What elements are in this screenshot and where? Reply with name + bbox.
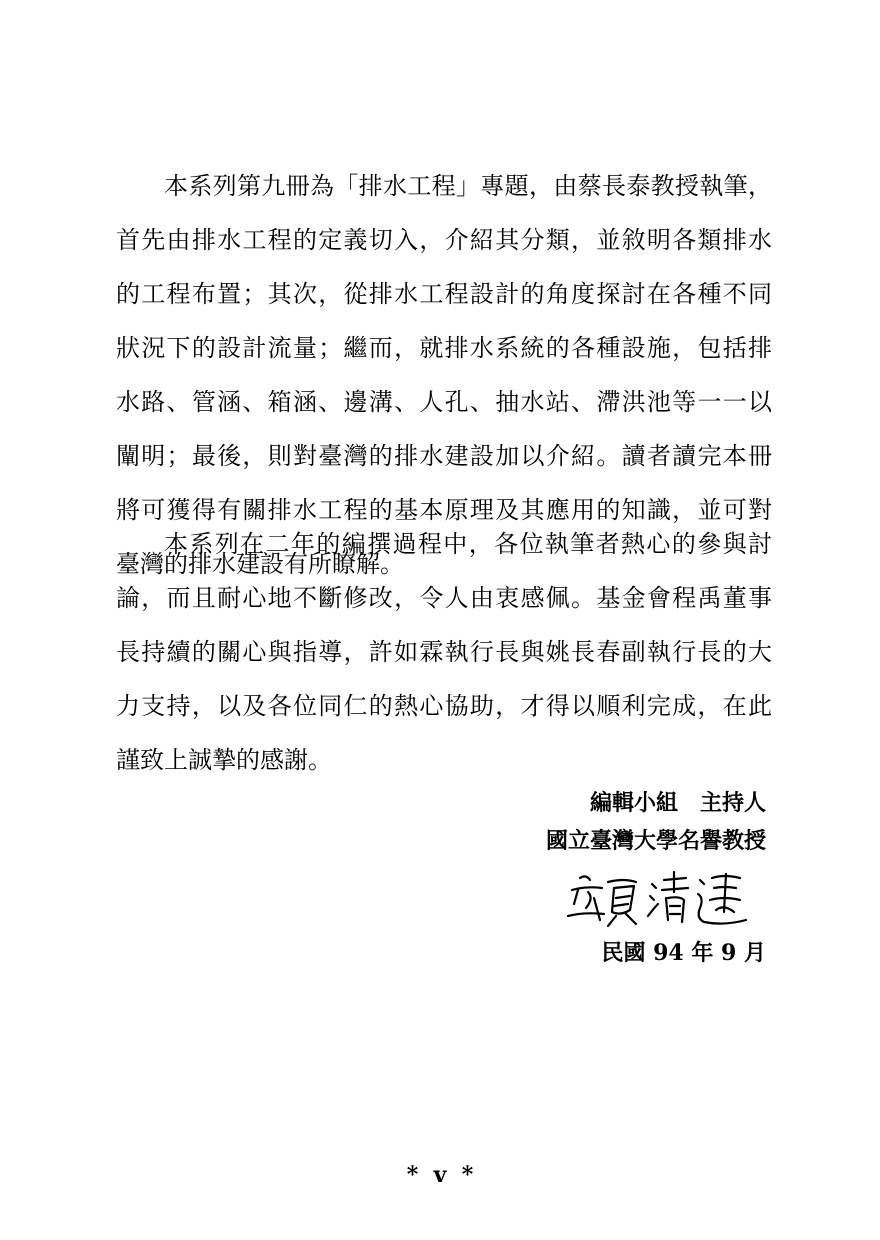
text-line: 狀況下的設計流量；繼而，就排水系統的各種設施，包括排 bbox=[116, 334, 772, 362]
signature-title: 國立臺灣大學名譽教授 bbox=[545, 828, 766, 854]
text-line: 將可獲得有關排水工程的基本原理及其應用的知識，並可對 bbox=[116, 496, 772, 524]
signature-group-label: 編輯小組 主持人 bbox=[589, 790, 766, 816]
text-line: 水路、管涵、箱涵、邊溝、人孔、抽水站、滯洪池等一一以 bbox=[116, 388, 772, 416]
date-line: 民國 94 年 9 月 bbox=[601, 940, 766, 966]
text-line: 謹致上誠摯的感謝。 bbox=[116, 746, 332, 774]
text-line: 論，而且耐心地不斷修改，令人由衷感佩。基金會程禹董事 bbox=[116, 584, 772, 612]
text-line: 本系列在二年的編撰過程中，各位執筆者熱心的參與討 bbox=[164, 530, 772, 558]
text-line: 臺灣的排水建設有所瞭解。 bbox=[116, 550, 404, 578]
text-line: 力支持，以及各位同仁的熱心協助，才得以順利完成，在此 bbox=[116, 692, 772, 720]
page-number: * v * bbox=[406, 1162, 474, 1188]
text-line: 本系列第九冊為「排水工程」專題，由蔡長泰教授執筆， bbox=[164, 172, 772, 200]
text-line: 闡明；最後，則對臺灣的排水建設加以介紹。讀者讀完本冊 bbox=[116, 442, 772, 470]
handwritten-signature bbox=[564, 868, 750, 930]
paragraph-acknowledgements bbox=[116, 517, 772, 787]
text-line: 的工程布置；其次，從排水工程設計的角度探討在各種不同 bbox=[116, 280, 772, 308]
text-line: 長持續的關心與指導，許如霖執行長與姚長春副執行長的大 bbox=[116, 638, 772, 666]
text-line: 首先由排水工程的定義切入，介紹其分類，並敘明各類排水 bbox=[116, 226, 772, 254]
